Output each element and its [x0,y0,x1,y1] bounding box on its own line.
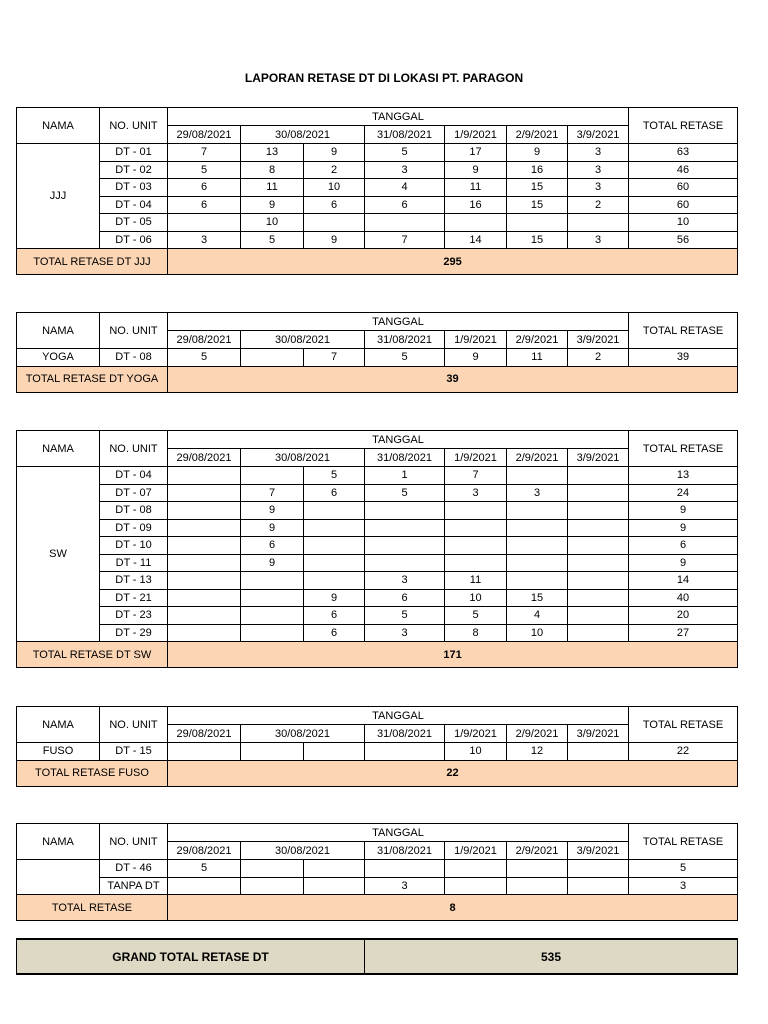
row-value [241,877,304,895]
header-tanggal: TANGGAL [168,313,629,331]
row-value [507,877,568,895]
row-unit: DT - 29 [100,624,168,642]
row-value: 11 [445,572,507,590]
section-total-label: TOTAL RETASE DT YOGA [17,366,168,392]
grand-total-section [16,938,738,975]
header-date: 2/9/2021 [507,725,568,743]
header-no-unit: NO. UNIT [100,707,168,743]
row-unit: DT - 23 [100,607,168,625]
row-value [568,502,629,520]
row-unit: DT - 04 [100,196,168,214]
row-total: 27 [629,624,738,642]
row-value: 11 [241,179,304,197]
row-unit: DT - 06 [100,231,168,249]
retase-table [16,823,738,921]
row-value: 10 [241,214,304,232]
row-value [507,537,568,555]
header-tanggal: TANGGAL [168,108,629,126]
header-nama: NAMA [17,707,100,743]
row-value [507,467,568,485]
row-value: 9 [304,144,365,162]
row-unit: DT - 09 [100,519,168,537]
row-value [304,743,365,761]
header-total-retase: TOTAL RETASE [629,707,738,743]
row-value [568,607,629,625]
row-nama: JJJ [17,144,100,249]
row-value [568,214,629,232]
row-value: 3 [445,484,507,502]
row-value [445,502,507,520]
row-value: 3 [507,484,568,502]
row-value [568,589,629,607]
row-value: 3 [568,231,629,249]
header-date: 2/9/2021 [507,331,568,349]
header-date: 3/9/2021 [568,126,629,144]
row-value: 5 [365,484,445,502]
row-value: 6 [168,196,241,214]
row-value [365,554,445,572]
row-value: 3 [168,231,241,249]
header-no-unit: NO. UNIT [100,313,168,349]
section-total-label: TOTAL RETASE DT SW [17,642,168,668]
row-value: 15 [507,196,568,214]
retase-section [16,430,738,668]
row-nama [17,860,100,895]
section-total-label: TOTAL RETASE [17,895,168,921]
row-total: 63 [629,144,738,162]
row-value: 9 [304,231,365,249]
row-value: 4 [507,607,568,625]
row-value: 5 [445,607,507,625]
table-row [17,519,738,537]
row-value [365,537,445,555]
row-value: 5 [168,349,241,367]
row-value: 3 [365,624,445,642]
table-row [17,572,738,590]
row-unit: DT - 03 [100,179,168,197]
table-row [17,589,738,607]
header-date: 1/9/2021 [445,331,507,349]
row-value [568,537,629,555]
row-value [445,214,507,232]
row-value [304,572,365,590]
row-value: 3 [365,877,445,895]
row-value: 16 [507,161,568,179]
header-tanggal: TANGGAL [168,824,629,842]
table-row [17,196,738,214]
row-value [365,502,445,520]
row-value: 6 [168,179,241,197]
header-tanggal: TANGGAL [168,707,629,725]
row-value: 8 [445,624,507,642]
table-row [17,624,738,642]
header-tanggal: TANGGAL [168,431,629,449]
row-value [568,467,629,485]
header-date: 29/08/2021 [168,842,241,860]
row-value: 6 [304,607,365,625]
row-value [365,519,445,537]
row-value [568,624,629,642]
retase-section [16,107,738,275]
row-value [507,860,568,878]
table-row [17,179,738,197]
table-row [17,607,738,625]
section-total-value: 295 [168,249,738,275]
row-total: 5 [629,860,738,878]
row-value: 9 [241,196,304,214]
row-value: 7 [304,349,365,367]
row-value [568,484,629,502]
row-unit: DT - 01 [100,144,168,162]
row-value: 6 [304,624,365,642]
retase-table [16,706,738,787]
row-unit: DT - 13 [100,572,168,590]
header-nama: NAMA [17,108,100,144]
header-date: 3/9/2021 [568,449,629,467]
row-value [241,607,304,625]
header-date: 31/08/2021 [365,331,445,349]
row-total: 60 [629,196,738,214]
row-value: 7 [365,231,445,249]
row-value: 15 [507,179,568,197]
row-value [445,877,507,895]
header-nama: NAMA [17,431,100,467]
row-value [168,484,241,502]
header-date: 2/9/2021 [507,449,568,467]
row-value [507,519,568,537]
row-value [568,877,629,895]
row-value: 15 [507,231,568,249]
retase-section [16,706,738,787]
section-total-value: 22 [168,760,738,786]
row-unit: DT - 02 [100,161,168,179]
row-value [365,860,445,878]
retase-section [16,312,738,393]
table-row [17,554,738,572]
row-total: 10 [629,214,738,232]
row-value [241,572,304,590]
row-total: 46 [629,161,738,179]
row-value: 6 [304,484,365,502]
retase-table [16,107,738,275]
row-value [445,860,507,878]
grand-total-value: 535 [365,939,738,974]
row-unit: DT - 05 [100,214,168,232]
row-value: 13 [241,144,304,162]
row-value [507,502,568,520]
row-value: 5 [168,161,241,179]
row-value: 6 [365,589,445,607]
header-date: 1/9/2021 [445,842,507,860]
header-date: 29/08/2021 [168,449,241,467]
row-value: 2 [568,349,629,367]
row-value: 5 [241,231,304,249]
table-row [17,214,738,232]
header-total-retase: TOTAL RETASE [629,313,738,349]
row-unit: DT - 21 [100,589,168,607]
table-row [17,537,738,555]
row-value [168,743,241,761]
row-value: 9 [445,349,507,367]
row-value: 2 [568,196,629,214]
header-no-unit: NO. UNIT [100,431,168,467]
row-value: 7 [445,467,507,485]
row-value [445,519,507,537]
row-value: 2 [304,161,365,179]
row-value: 9 [241,519,304,537]
row-value [168,589,241,607]
table-row [17,502,738,520]
table-row [17,743,738,761]
row-nama: SW [17,467,100,642]
header-date: 29/08/2021 [168,331,241,349]
row-value [168,519,241,537]
row-value [168,554,241,572]
row-value: 5 [168,860,241,878]
retase-section [16,823,738,921]
row-total: 40 [629,589,738,607]
section-total-value: 8 [168,895,738,921]
header-date: 30/08/2021 [241,126,365,144]
header-date: 31/08/2021 [365,449,445,467]
header-date: 31/08/2021 [365,725,445,743]
table-row [17,860,738,878]
table-row [17,484,738,502]
row-value [568,519,629,537]
row-value [445,537,507,555]
row-unit: DT - 15 [100,743,168,761]
row-value [241,589,304,607]
row-value: 12 [507,743,568,761]
row-value: 14 [445,231,507,249]
row-total: 56 [629,231,738,249]
header-date: 29/08/2021 [168,126,241,144]
header-no-unit: NO. UNIT [100,108,168,144]
row-value: 5 [304,467,365,485]
header-date: 3/9/2021 [568,725,629,743]
row-value [568,743,629,761]
row-value: 16 [445,196,507,214]
header-date: 3/9/2021 [568,331,629,349]
row-value: 4 [365,179,445,197]
table-row [17,349,738,367]
row-total: 3 [629,877,738,895]
row-value: 6 [304,196,365,214]
header-date: 30/08/2021 [241,331,365,349]
grand-total-label: GRAND TOTAL RETASE DT [17,939,365,974]
report-title: LAPORAN RETASE DT DI LOKASI PT. PARAGON [244,71,524,85]
header-date: 1/9/2021 [445,449,507,467]
section-total-label: TOTAL RETASE DT JJJ [17,249,168,275]
row-nama: FUSO [17,743,100,761]
header-date: 3/9/2021 [568,842,629,860]
row-value: 10 [507,624,568,642]
row-value [507,554,568,572]
row-value [507,214,568,232]
header-date: 31/08/2021 [365,842,445,860]
row-value: 10 [445,743,507,761]
row-total: 6 [629,537,738,555]
row-value [445,554,507,572]
row-value [304,537,365,555]
row-value: 10 [304,179,365,197]
row-value: 10 [445,589,507,607]
header-date: 29/08/2021 [168,725,241,743]
row-total: 13 [629,467,738,485]
row-value [568,572,629,590]
header-no-unit: NO. UNIT [100,824,168,860]
row-value: 9 [241,554,304,572]
row-total: 24 [629,484,738,502]
row-value [168,572,241,590]
row-value [241,624,304,642]
row-value: 6 [365,196,445,214]
row-value: 3 [365,572,445,590]
row-unit: TANPA DT [100,877,168,895]
row-value [168,537,241,555]
row-value: 3 [568,144,629,162]
row-value: 3 [568,161,629,179]
row-total: 9 [629,502,738,520]
row-value [241,349,304,367]
row-value: 6 [241,537,304,555]
header-date: 1/9/2021 [445,725,507,743]
row-value [168,877,241,895]
row-value [168,502,241,520]
row-value: 9 [445,161,507,179]
row-nama: YOGA [17,349,100,367]
header-date: 2/9/2021 [507,842,568,860]
row-unit: DT - 11 [100,554,168,572]
row-unit: DT - 08 [100,349,168,367]
row-value: 9 [241,502,304,520]
section-total-value: 39 [168,366,738,392]
row-value [304,519,365,537]
row-unit: DT - 07 [100,484,168,502]
row-value: 9 [304,589,365,607]
header-total-retase: TOTAL RETASE [629,108,738,144]
row-value: 7 [241,484,304,502]
row-value [241,860,304,878]
row-value [168,467,241,485]
row-total: 20 [629,607,738,625]
header-date: 31/08/2021 [365,126,445,144]
row-value [304,877,365,895]
section-total-value: 171 [168,642,738,668]
row-total: 9 [629,519,738,537]
row-value: 3 [365,161,445,179]
row-value [507,572,568,590]
row-value: 5 [365,349,445,367]
row-value: 7 [168,144,241,162]
section-total-label: TOTAL RETASE FUSO [17,760,168,786]
row-value: 5 [365,607,445,625]
row-value: 3 [568,179,629,197]
row-value [568,860,629,878]
row-total: 14 [629,572,738,590]
table-row [17,467,738,485]
row-value [168,624,241,642]
table-row [17,877,738,895]
row-value: 9 [507,144,568,162]
header-nama: NAMA [17,824,100,860]
row-total: 39 [629,349,738,367]
table-row [17,231,738,249]
grand-total-table [16,938,738,975]
row-value: 17 [445,144,507,162]
header-date: 30/08/2021 [241,449,365,467]
row-value [304,554,365,572]
row-value [304,860,365,878]
row-unit: DT - 08 [100,502,168,520]
header-date: 1/9/2021 [445,126,507,144]
header-date: 30/08/2021 [241,842,365,860]
row-value: 5 [365,144,445,162]
row-total: 22 [629,743,738,761]
row-value [365,214,445,232]
row-value: 11 [507,349,568,367]
header-date: 2/9/2021 [507,126,568,144]
row-value [304,214,365,232]
row-unit: DT - 10 [100,537,168,555]
header-nama: NAMA [17,313,100,349]
row-value: 1 [365,467,445,485]
row-unit: DT - 04 [100,467,168,485]
row-value [568,554,629,572]
row-value [168,607,241,625]
row-total: 9 [629,554,738,572]
table-row [17,161,738,179]
row-value: 8 [241,161,304,179]
row-value: 15 [507,589,568,607]
row-value: 11 [445,179,507,197]
header-total-retase: TOTAL RETASE [629,824,738,860]
row-value [168,214,241,232]
header-total-retase: TOTAL RETASE [629,431,738,467]
header-date: 30/08/2021 [241,725,365,743]
row-value [304,502,365,520]
row-total: 60 [629,179,738,197]
retase-table [16,430,738,668]
row-value [365,743,445,761]
row-value [241,743,304,761]
table-row [17,144,738,162]
retase-table [16,312,738,393]
row-unit: DT - 46 [100,860,168,878]
row-value [241,467,304,485]
